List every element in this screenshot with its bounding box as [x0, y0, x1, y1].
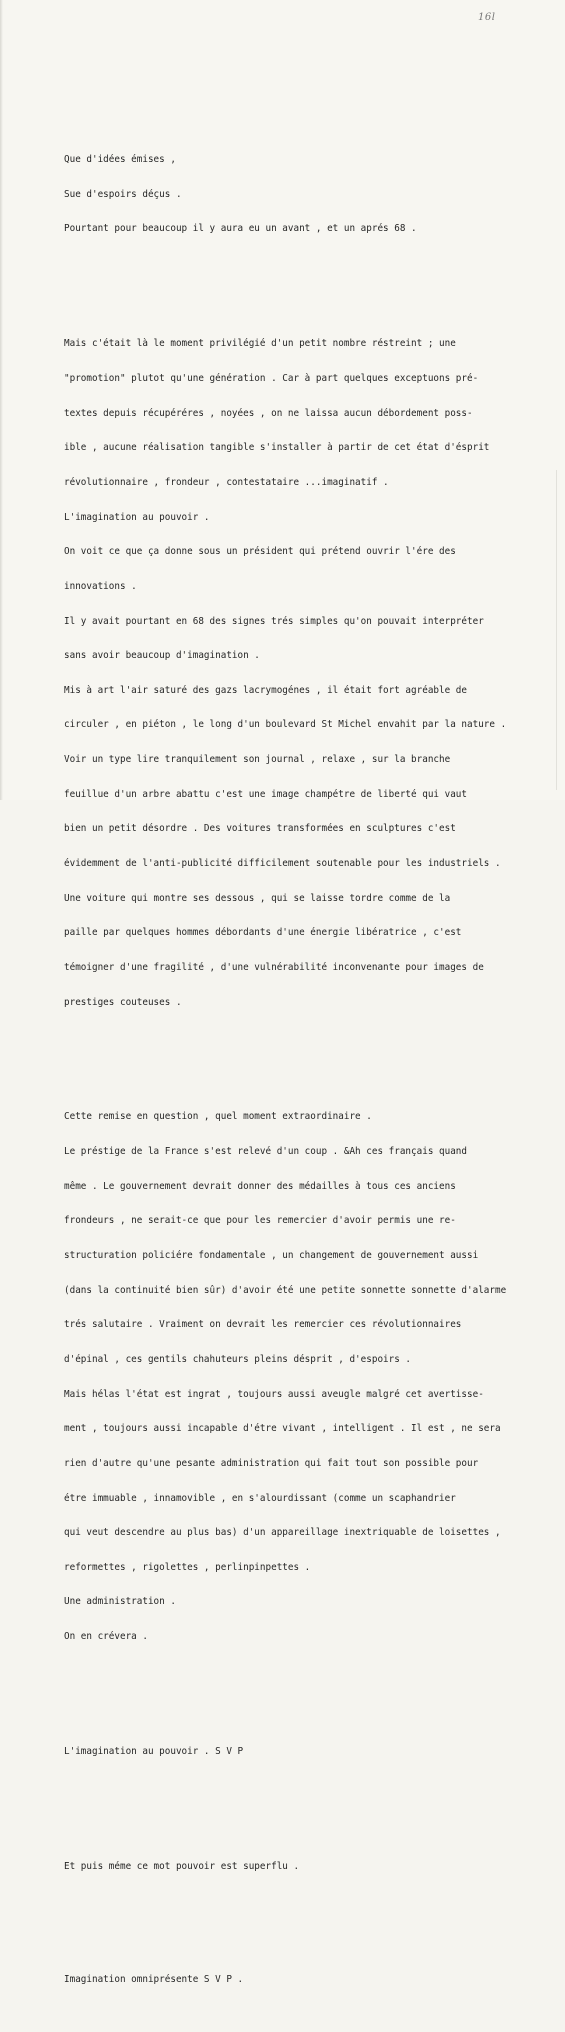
paragraph-5 — [64, 1838, 554, 1896]
text-line: Une voiture qui montre ses dessous , qui se laisse tordre comme de la — [64, 892, 451, 904]
text-line: Cette remise en question , quel moment extraordinaire . — [64, 1111, 372, 1123]
page-number: 16l — [478, 12, 496, 23]
text-line: feuillue d'un arbre abattu c'est une image champétre de liberté qui vaut — [64, 788, 467, 800]
text-line: rien d'autre qu'une pesante administration qui fait tout son possible pour — [64, 1457, 479, 1469]
text-line: L'imagination au pouvoir . — [64, 511, 210, 523]
page-edge-shadow — [0, 0, 3, 800]
text-line: Sue d'espoirs déçus . — [64, 188, 182, 200]
text-line: structuration policiére fondamentale , un changement de gouvernement aussi — [64, 1250, 479, 1262]
text-line: On voit ce que ça donne sous un président qui prétend ouvrir l'ére des — [64, 546, 456, 558]
text-line: qui veut descendre au plus bas) d'un appareillage inextriquable de loisettes , — [64, 1527, 501, 1539]
text-line: bien un petit désordre . Des voitures transformées en sculptures c'est — [64, 823, 456, 835]
text-line: prestiges couteuses . — [64, 996, 182, 1008]
text-line: Et puis méme ce mot pouvoir est superflu . — [64, 1860, 300, 1872]
text-line: d'épinal , ces gentils chahuteurs pleins désprit , d'espoirs . — [64, 1353, 412, 1365]
paragraph-1 — [64, 131, 554, 258]
text-line: étre immuable , innamovible , en s'alourdissant (comme un scaphandrier — [64, 1492, 456, 1504]
text-line: textes depuis récupéréres , noyées , on ne laissa aucun débordement poss- — [64, 407, 473, 419]
text-line: paille par quelques hommes débordants d'une énergie libératrice , c'est — [64, 927, 462, 939]
text-line: Voir un type lire tranquilement son journal , relaxe , sur la branche — [64, 754, 451, 766]
document-body — [64, 108, 554, 2032]
text-line: Une administration . — [64, 1596, 176, 1608]
text-line: Pourtant pour beaucoup il y aura eu un avant , et un aprés 68 . — [64, 223, 417, 235]
text-line: sans avoir beaucoup d'imagination . — [64, 650, 260, 662]
text-line: évidemment de l'anti-publicité difficilement soutenable pour les industriels . — [64, 858, 501, 869]
text-line: ible , aucune réalisation tangible s'installer à partir de cet état d'ésprit — [64, 442, 490, 454]
text-line: "promotion" plutot qu'une génération . Car à part quelques exceptuons pré- — [64, 373, 479, 385]
text-line: Il y avait pourtant en 68 des signes trés simples qu'on pouvait interpréter — [64, 615, 484, 627]
text-line: même . Le gouvernement devrait donner des médailles à tous ces anciens — [64, 1180, 456, 1192]
paragraph-2 — [64, 315, 554, 1031]
text-line: L'imagination au pouvoir . S V P — [64, 1746, 244, 1758]
text-line: Le préstige de la France s'est relevé d'un coup . &Ah ces français quand — [64, 1146, 467, 1158]
paragraph-3 — [64, 1088, 554, 1665]
text-line: frondeurs , ne serait-ce que pour les remercier d'avoir permis une re- — [64, 1215, 456, 1227]
text-line: Que d'idées émises , — [64, 154, 176, 166]
text-line: reformettes , rigolettes , perlinpinpettes . — [64, 1561, 311, 1573]
paragraph-4 — [64, 1723, 554, 1781]
text-line: (dans la continuité bien sûr) d'avoir été une petite sonnette sonnette d'alarme — [64, 1284, 507, 1296]
page-edge-mark — [556, 470, 557, 790]
text-line: innovations . — [64, 580, 137, 592]
text-line: On en crévera . — [64, 1631, 148, 1643]
text-line: Mais hélas l'état est ingrat , toujours aussi aveugle malgré cet avertisse- — [64, 1388, 484, 1400]
paragraph-6 — [64, 1951, 554, 2009]
text-line: trés salutaire . Vraiment on devrait les remercier ces révolutionnaires — [64, 1319, 462, 1331]
text-line: circuler , en piéton , le long d'un boulevard St Michel envahit par la nature . — [64, 719, 507, 731]
text-line: témoigner d'une fragilité , d'une vulnérabilité inconvenante pour images de — [64, 961, 484, 973]
text-line: ment , toujours aussi incapable d'étre vivant , intelligent . Il est , ne sera — [64, 1423, 501, 1435]
text-line: Mais c'était là le moment privilégié d'un petit nombre réstreint ; une — [64, 338, 456, 350]
text-line: Mis à art l'air saturé des gazs lacrymogénes , il était fort agréable de — [64, 684, 467, 696]
text-line: révolutionnaire , frondeur , contestataire ...imaginatif . — [64, 476, 389, 488]
text-line: Imagination omniprésente S V P . — [64, 1973, 244, 1985]
